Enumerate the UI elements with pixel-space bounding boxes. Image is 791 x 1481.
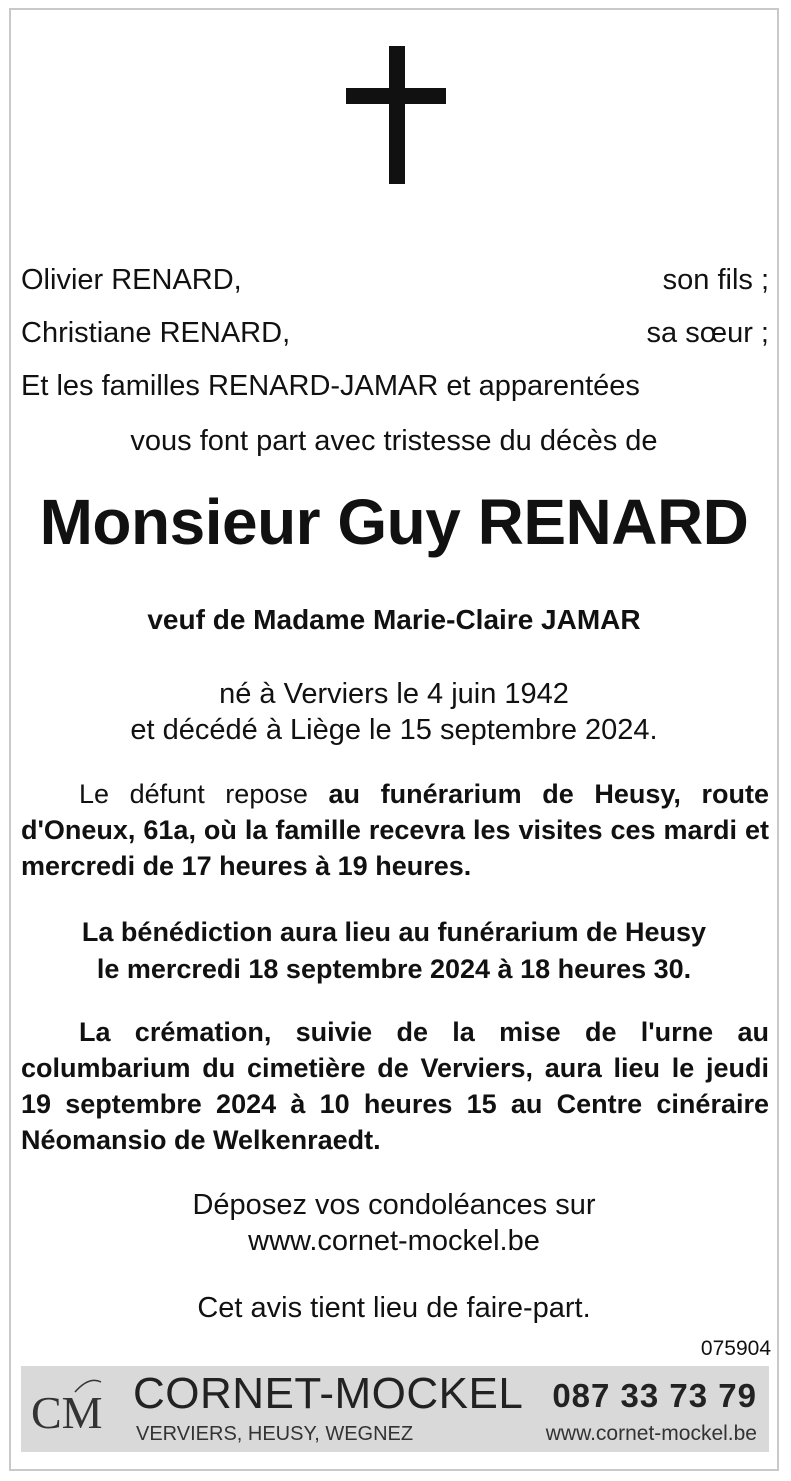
families-line: Et les familles RENARD-JAMAR et apparentées — [21, 370, 640, 402]
funeral-home-phone[interactable]: 087 33 73 79 — [552, 1377, 757, 1414]
announcement-text: vous font part avec tristesse du décès de — [130, 425, 658, 457]
repose-intro: Le défunt repose — [79, 779, 329, 809]
family-member-row — [21, 262, 769, 298]
funeral-home-cities: VERVIERS, HEUSY, WEGNEZ — [136, 1423, 414, 1445]
cross-icon — [346, 46, 446, 184]
deceased-name: Monsieur Guy RENARD — [39, 486, 749, 558]
funeral-home-banner — [21, 1366, 769, 1452]
reference-number: 075904 — [700, 1337, 771, 1360]
family-member-name: Olivier RENARD, — [21, 264, 242, 296]
obituary-notice — [9, 8, 779, 1471]
repose-details: au funérarium de Heusy, route d'Oneux, 61a, où la famille recevra les visites ces mardi et mercredi de 17 heures à 19 heures. — [21, 779, 769, 881]
condolences-url[interactable]: www.cornet-mockel.be — [248, 1225, 540, 1257]
widower-line: veuf de Madame Marie-Claire JAMAR — [147, 604, 641, 635]
repose-paragraph — [21, 776, 769, 884]
funeral-home-name: CORNET-MOCKEL — [133, 1369, 524, 1418]
benediction-line1: La bénédiction aura lieu au funérarium de Heusy — [81, 917, 707, 947]
family-member-relation: sa sœur ; — [646, 317, 769, 349]
cornet-mockel-logo-icon — [29, 1372, 109, 1446]
family-member-row — [21, 315, 769, 351]
notice-line: Cet avis tient lieu de faire-part. — [197, 1292, 591, 1324]
cremation-paragraph — [21, 1014, 769, 1158]
condolences-line: Déposez vos condoléances sur — [192, 1189, 596, 1221]
family-member-name: Christiane RENARD, — [21, 317, 291, 349]
death-line: et décédé à Liège le 15 septembre 2024. — [130, 714, 658, 746]
funeral-home-website[interactable]: www.cornet-mockel.be — [545, 1422, 757, 1445]
svg-text:CM: CM — [31, 1387, 103, 1438]
benediction-line2: le mercredi 18 septembre 2024 à 18 heures 30. — [96, 954, 692, 984]
birth-line: né à Verviers le 4 juin 1942 — [219, 678, 569, 710]
family-member-relation: son fils ; — [662, 264, 769, 296]
cremation-text: La crémation, suivie de la mise de l'urne au columbarium du cimetière de Verviers, aura lieu le jeudi 19 septembre 2024 à 10 heures 15 au Centre cinéraire Néomansio de Welkenraedt. — [21, 1017, 769, 1155]
